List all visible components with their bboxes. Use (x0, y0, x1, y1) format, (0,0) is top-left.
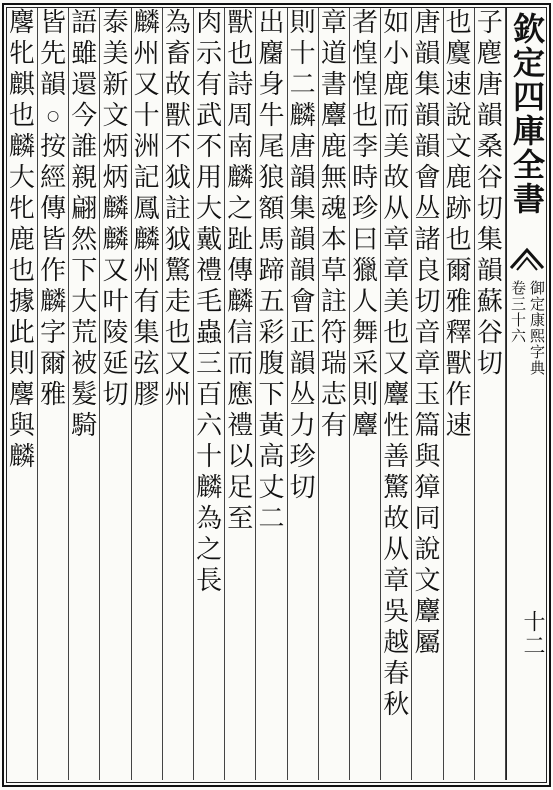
text-char: 獸 (164, 101, 191, 131)
text-char: 泰 (102, 8, 129, 38)
text-char: 蘇 (476, 287, 503, 317)
text-char: 桑 (476, 132, 503, 162)
text-char: 按 (40, 132, 67, 162)
text-char: 蟲 (196, 318, 223, 348)
text-char: 會 (289, 287, 316, 317)
text-char: 丛 (289, 380, 316, 410)
text-column-6 (319, 8, 350, 780)
text-char: 應 (227, 380, 254, 410)
text-char: 良 (414, 256, 441, 286)
text-char: 珍 (352, 194, 379, 224)
text-char: 麟 (196, 473, 223, 503)
text-char: 則 (289, 8, 316, 38)
book-banner (506, 8, 546, 780)
text-char: 音 (414, 318, 441, 348)
text-char: 唐 (476, 70, 503, 100)
text-char: 雖 (71, 39, 98, 69)
text-char: 集 (133, 318, 160, 348)
text-column-5 (350, 8, 381, 780)
text-char: 屬 (414, 628, 441, 658)
text-char: 新 (102, 70, 129, 100)
text-char: 大 (71, 287, 98, 317)
text-char: 麞 (352, 411, 379, 441)
text-char: 集 (476, 225, 503, 255)
text-char: 丈 (258, 473, 285, 503)
text-char: 書 (320, 70, 347, 100)
text-char: 周 (227, 101, 254, 131)
text-char: 鹿 (445, 163, 472, 193)
text-char: 也 (383, 318, 410, 348)
text-char: 經 (40, 163, 67, 193)
text-char: 秋 (383, 690, 410, 720)
volume-info (507, 280, 547, 376)
page-number: 十二 (520, 610, 545, 658)
text-char: 切 (102, 380, 129, 410)
text-char: 炳 (102, 163, 129, 193)
text-char: 韻 (289, 256, 316, 286)
text-char: 武 (196, 101, 223, 131)
text-char: 麟 (8, 132, 35, 162)
text-char: 馬 (258, 225, 285, 255)
text-char: 六 (196, 411, 223, 441)
text-char: 禮 (227, 411, 254, 441)
text-char: 韻 (476, 256, 503, 286)
text-char: 作 (445, 380, 472, 410)
text-char: 速 (445, 411, 472, 441)
text-char: 用 (196, 163, 223, 193)
text-char: 文 (445, 132, 472, 162)
text-char: 語 (71, 8, 98, 38)
text-char: 記 (133, 163, 160, 193)
text-column-13 (100, 8, 131, 780)
text-column-8 (256, 8, 287, 780)
text-char: 被 (71, 349, 98, 379)
text-char: 蹄 (258, 256, 285, 286)
circle-mark: ○ (46, 108, 60, 124)
text-char: 珍 (289, 442, 316, 472)
text-column-10 (194, 8, 225, 780)
text-column-2 (444, 8, 475, 780)
text-char: 美 (383, 132, 410, 162)
text-char: 先 (40, 39, 67, 69)
text-char: 章 (414, 349, 441, 379)
text-char: 麌 (445, 39, 472, 69)
text-char: 狘 (164, 163, 191, 193)
text-char: 此 (8, 318, 35, 348)
text-char: 釋 (445, 318, 472, 348)
text-char: 玉 (414, 380, 441, 410)
text-char: 獵 (352, 256, 379, 286)
text-char: 美 (102, 39, 129, 69)
text-char: 炳 (102, 132, 129, 162)
text-char: 章 (320, 8, 347, 38)
text-char: 翩 (71, 194, 98, 224)
text-char: 畜 (164, 39, 191, 69)
text-char: 洲 (133, 132, 160, 162)
text-char: 與 (8, 411, 35, 441)
text-char: 身 (258, 70, 285, 100)
text-char: 牝 (8, 194, 35, 224)
text-char: 大 (196, 194, 223, 224)
text-char: 鹿 (320, 132, 347, 162)
text-char: 章 (383, 256, 410, 286)
text-char: 韻 (414, 101, 441, 131)
text-char: 十 (289, 39, 316, 69)
text-column-1 (475, 8, 506, 780)
text-char: 麒 (8, 70, 35, 100)
text-char: 說 (414, 535, 441, 565)
text-char: 切 (414, 287, 441, 317)
text-char: 膠 (133, 380, 160, 410)
text-char: 麐 (8, 8, 35, 38)
text-char: 髮 (71, 380, 98, 410)
text-char: 高 (258, 442, 285, 472)
text-char: 鹿 (8, 225, 35, 255)
text-char: 今 (71, 101, 98, 131)
text-char: 麟 (227, 287, 254, 317)
text-char: 額 (258, 194, 285, 224)
text-char: 麞 (383, 380, 410, 410)
text-char: 而 (383, 101, 410, 131)
text-char: 南 (227, 132, 254, 162)
text-char: 麟 (227, 163, 254, 193)
text-char: 則 (8, 349, 35, 379)
text-char: 麟 (102, 194, 129, 224)
text-char: 文 (102, 101, 129, 131)
text-char: 弦 (133, 349, 160, 379)
text-char: 也 (227, 39, 254, 69)
text-char: 有 (196, 70, 223, 100)
text-char: 為 (196, 504, 223, 534)
text-char: 三 (196, 349, 223, 379)
text-char: 驚 (383, 473, 410, 503)
text-char: 有 (320, 411, 347, 441)
text-char: 切 (476, 194, 503, 224)
text-char: 荒 (71, 318, 98, 348)
text-char: 麟 (133, 225, 160, 255)
text-char: 註 (320, 287, 347, 317)
text-char: 章 (383, 566, 410, 596)
text-char: 韻 (414, 132, 441, 162)
text-char: 吳 (383, 597, 410, 627)
text-char: 雅 (445, 287, 472, 317)
text-char: 皆 (40, 225, 67, 255)
text-char: 會 (414, 163, 441, 193)
text-char: 惶 (352, 39, 379, 69)
text-char: 鳳 (133, 194, 160, 224)
text-char: 足 (227, 473, 254, 503)
text-char: 集 (414, 70, 441, 100)
text-char: 獐 (414, 473, 441, 503)
text-char: 韻 (289, 349, 316, 379)
text-char: 無 (320, 163, 347, 193)
text-char: 則 (352, 380, 379, 410)
text-char: 有 (133, 287, 160, 317)
text-char: 為 (164, 8, 191, 38)
text-char: 之 (196, 535, 223, 565)
text-char: 唐 (289, 132, 316, 162)
text-char: 鹿 (383, 70, 410, 100)
text-char: 出 (258, 8, 285, 38)
text-char: 州 (133, 39, 160, 69)
text-char: 也 (164, 318, 191, 348)
text-column-16 (7, 8, 38, 780)
text-char: 以 (227, 442, 254, 472)
text-char: 信 (227, 318, 254, 348)
text-char: 麐 (8, 380, 35, 410)
text-char: 狼 (258, 163, 285, 193)
text-char: 力 (289, 411, 316, 441)
text-char: 麟 (8, 442, 35, 472)
text-char: 谷 (476, 163, 503, 193)
text-char: 也 (445, 8, 472, 38)
text-char: 牛 (258, 101, 285, 131)
text-char: 正 (289, 318, 316, 348)
text-char: 篇 (414, 411, 441, 441)
text-char: 十 (133, 101, 160, 131)
text-char: 諸 (414, 225, 441, 255)
text-column-7 (288, 8, 319, 780)
text-char: 走 (164, 287, 191, 317)
text-char: 唐 (414, 8, 441, 38)
text-char: 親 (71, 163, 98, 193)
text-char: 惶 (352, 70, 379, 100)
text-char: 狘 (164, 225, 191, 255)
text-char: 州 (164, 380, 191, 410)
text-char: 韻 (476, 101, 503, 131)
text-char: 叶 (102, 287, 129, 317)
text-char: 故 (164, 70, 191, 100)
text-char: 采 (352, 349, 379, 379)
text-char: 時 (352, 163, 379, 193)
text-char: 文 (414, 566, 441, 596)
text-char: 腹 (258, 349, 285, 379)
text-char: 也 (8, 101, 35, 131)
text-char: 不 (196, 132, 223, 162)
text-char: 从 (383, 194, 410, 224)
text-char: 本 (320, 225, 347, 255)
text-char: 如 (383, 8, 410, 38)
text-char: 騎 (71, 411, 98, 441)
text-char: 爾 (40, 349, 67, 379)
text-char: 魂 (320, 194, 347, 224)
text-char: 傳 (40, 194, 67, 224)
text-column-14 (69, 8, 100, 780)
text-char: 說 (445, 101, 472, 131)
text-char: 韻 (289, 163, 316, 193)
text-char: 曰 (352, 225, 379, 255)
text-char: 章 (383, 225, 410, 255)
text-char: 又 (102, 256, 129, 286)
text-char: 又 (164, 349, 191, 379)
text-char: 陵 (102, 318, 129, 348)
text-char: 作 (40, 256, 67, 286)
text-char: 誰 (71, 132, 98, 162)
text-char: 詩 (227, 70, 254, 100)
text-char: 谷 (476, 318, 503, 348)
text-char: 傳 (227, 256, 254, 286)
text-char: 不 (164, 132, 191, 162)
text-char: 速 (445, 70, 472, 100)
text-char: 符 (320, 318, 347, 348)
text-char: 麟 (133, 8, 160, 38)
text-char: 麟 (289, 101, 316, 131)
text-char: 之 (227, 194, 254, 224)
text-char: 然 (71, 225, 98, 255)
text-char: 美 (383, 287, 410, 317)
text-char: 牝 (8, 39, 35, 69)
text-column-3 (412, 8, 443, 780)
text-char: 志 (320, 380, 347, 410)
text-char: 同 (414, 504, 441, 534)
text-char: 下 (258, 380, 285, 410)
text-char: 趾 (227, 225, 254, 255)
text-char: 示 (196, 39, 223, 69)
text-char: 大 (8, 163, 35, 193)
text-char: 毛 (196, 287, 223, 317)
text-char: 麟 (102, 225, 129, 255)
text-char: 黃 (258, 411, 285, 441)
text-char: 道 (320, 39, 347, 69)
text-char: 皆 (40, 8, 67, 38)
text-char: 十 (196, 442, 223, 472)
text-char: 還 (71, 70, 98, 100)
text-char: 戴 (196, 225, 223, 255)
text-char: 而 (227, 349, 254, 379)
text-char: 小 (383, 39, 410, 69)
book-title: 欽定四庫全書 (508, 12, 546, 216)
text-char: 草 (320, 256, 347, 286)
text-char: 切 (476, 349, 503, 379)
text-char: 者 (352, 8, 379, 38)
text-column-12 (132, 8, 163, 780)
text-char: 又 (133, 70, 160, 100)
text-char: 二 (258, 504, 285, 534)
text-char: 與 (414, 442, 441, 472)
text-char: 禮 (196, 256, 223, 286)
text-char: 麀 (476, 39, 503, 69)
text-char: 彩 (258, 318, 285, 348)
text-column-9 (225, 8, 256, 780)
text-char: 人 (352, 287, 379, 317)
text-char: 子 (476, 8, 503, 38)
text-char: 李 (352, 132, 379, 162)
text-char: 丛 (414, 194, 441, 224)
dictionary-name: 御定康熙字典 (528, 280, 546, 376)
text-char: 五 (258, 287, 285, 317)
text-char: 據 (8, 287, 35, 317)
text-char: 獸 (227, 8, 254, 38)
text-char: 至 (227, 504, 254, 534)
text-char: 瑞 (320, 349, 347, 379)
text-column-4 (381, 8, 412, 780)
text-char: 集 (289, 194, 316, 224)
text-char: 越 (383, 628, 410, 658)
text-char: 也 (445, 225, 472, 255)
volume-number: 卷三十六 (509, 280, 527, 344)
text-char: 驚 (164, 256, 191, 286)
text-char: 麞 (320, 101, 347, 131)
text-char: 百 (196, 380, 223, 410)
text-column-11 (163, 8, 194, 780)
text-char: 也 (8, 256, 35, 286)
text-char: 字 (40, 318, 67, 348)
text-char: 二 (289, 70, 316, 100)
text-char: 又 (383, 349, 410, 379)
text-char: 性 (383, 411, 410, 441)
text-char: 爾 (445, 256, 472, 286)
text-char: 韻 (414, 39, 441, 69)
text-char: 肉 (196, 8, 223, 38)
text-char: 延 (102, 349, 129, 379)
text-column-15 (38, 8, 69, 780)
text-char: 尾 (258, 132, 285, 162)
text-char: 春 (383, 659, 410, 689)
text-char: 麞 (414, 597, 441, 627)
text-char: 跡 (445, 194, 472, 224)
fish-tail-mark-icon (507, 244, 547, 274)
text-char: 也 (352, 101, 379, 131)
text-char: 故 (383, 504, 410, 534)
text-char: 獸 (445, 349, 472, 379)
text-char: 長 (196, 566, 223, 596)
text-char: 切 (289, 473, 316, 503)
text-char: 麟 (40, 287, 67, 317)
text-char: 故 (383, 163, 410, 193)
text-char: 州 (133, 256, 160, 286)
text-char: 註 (164, 194, 191, 224)
text-char: 善 (383, 442, 410, 472)
text-char: 雅 (40, 380, 67, 410)
text-char: 从 (383, 535, 410, 565)
text-char: 韻 (40, 70, 67, 100)
text-char: 麕 (258, 39, 285, 69)
text-char: 舞 (352, 318, 379, 348)
text-char: 韻 (289, 225, 316, 255)
text-char: 下 (71, 256, 98, 286)
